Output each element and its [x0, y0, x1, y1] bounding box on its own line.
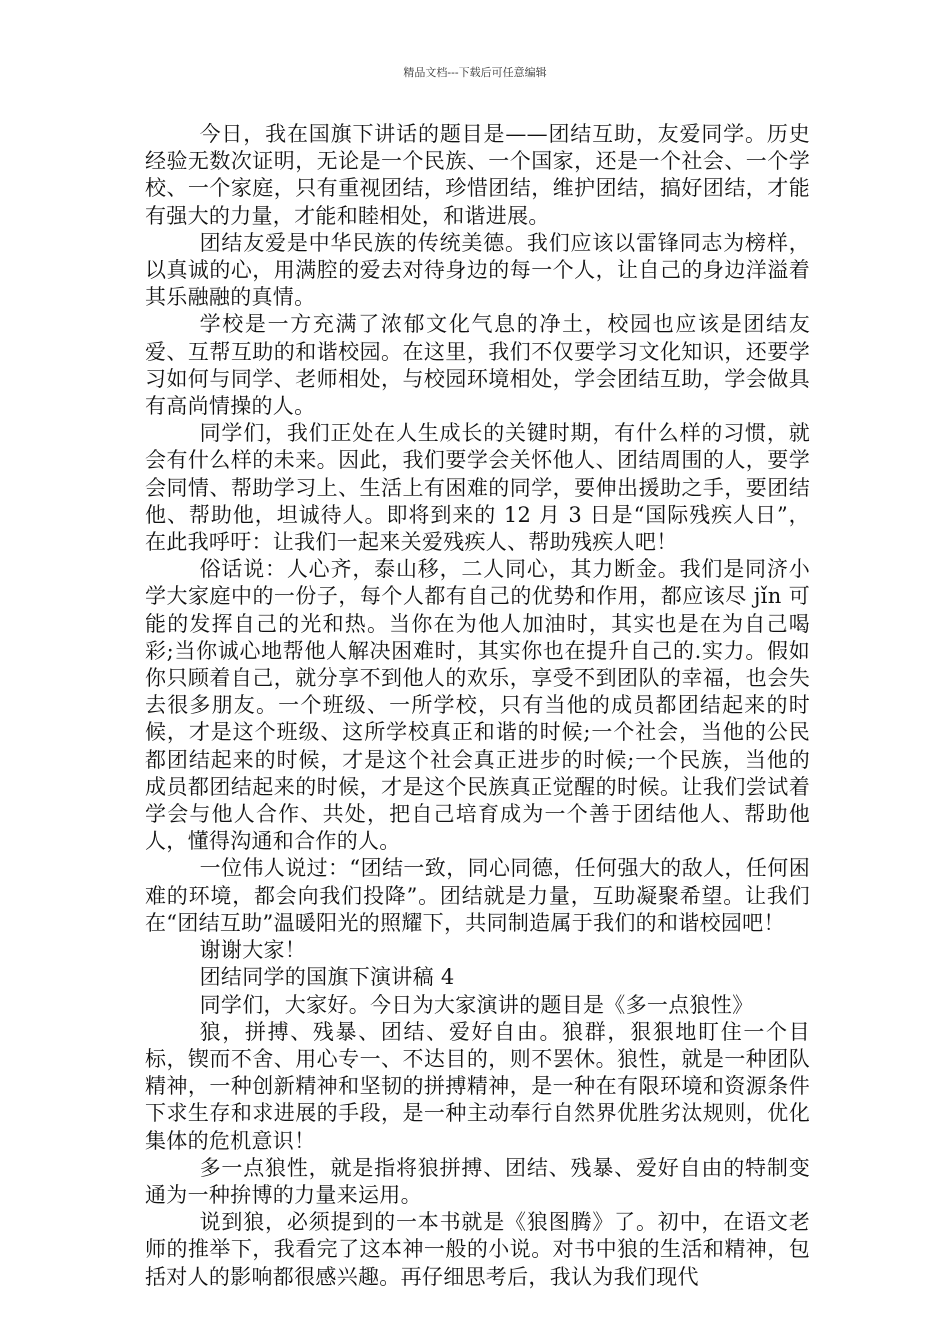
paragraph-6: 一位伟人说过：“团结一致，同心同德，任何强大的敌人，任何困难的环境，都会向我们投降”。团结就是力量，互助凝聚希望。让我们在“团结互助”温暖阳光的照耀下，共同制造属于我们的和谐校园吧！	[145, 856, 810, 935]
paragraph-1: 今日，我在国旗下讲话的题目是——团结互助，友爱同学。历史经验无数次证明，无论是一个民族、一个国家，还是一个社会、一个学校、一个家庭，只有重视团结，珍惜团结，维护团结，搞好团结，才能有强大的力量，才能和睦相处，和谐进展。	[145, 122, 810, 228]
document-header-note: 精品文档---下载后可任意编辑	[403, 66, 547, 79]
paragraph-10: 说到狼，必须提到的一本书就是《狼图腾》了。初中，在语文老师的推举下，我看完了这本神一般的小说。对书中狼的生活和精神，包括对人的影响都很感兴趣。再仔细思考后，我认为我们现代	[145, 1210, 810, 1289]
paragraph-4: 同学们，我们正处在人生成长的关键时期，有什么样的习惯，就会有什么样的未来。因此，我们要学会关怀他人、团结周围的人，要学会同情、帮助学习上、生活上有困难的同学，要伸出援助之手，要团结他、帮助他，坦诚待人。即将到来的 12 月 3 日是“国际残疾人日”，在此我呼吁：让我们一起来关爱残疾人、帮助残疾人吧！	[145, 421, 810, 555]
paragraph-5: 俗话说：人心齐，泰山移，二人同心，其力断金。我们是同济小学大家庭中的一份子，每个人都有自己的优势和作用，都应该尽 jǐn 可能的发挥自己的光和热。当你在为他人加油时，其实也是在为自己喝彩;当你诚心地帮他人解决困难时，其实你也在提升自己的.实力。假如你只顾着自己，就分享不到他人的欢乐，享受不到团队的幸福，也会失去很多朋友。一个班级、一所学校，只有当他的成员都团结起来的时候，才是这个班级、这所学校真正和谐的时候;一个社会，当他的公民都团结起来的时候，才是这个社会真正进步的时候;一个民族，当他的成员都团结起来的时候，才是这个民族真正觉醒的时候。让我们尝试着学会与他人合作、共处，把自己培育成为一个善于团结他人、帮助他人，懂得沟通和合作的人。	[145, 557, 810, 854]
paragraph-9: 多一点狼性，就是指将狼拼搏、团结、残暴、爱好自由的特制变通为一种拚博的力量来运用。	[145, 1155, 810, 1207]
paragraph-2: 团结友爱是中华民族的传统美德。我们应该以雷锋同志为榜样，以真诚的心，用满腔的爱去对待身边的每一个人，让自己的身边洋溢着其乐融融的真情。	[145, 230, 810, 310]
closing-thanks: 谢谢大家！	[199, 938, 307, 963]
section-title: 团结同学的国旗下演讲稿 4	[199, 965, 455, 990]
paragraph-8: 狼，拼搏、残暴、团结、爱好自由。狼群，狠狠地盯住一个目标，锲而不舍、用心专一、不达目的，则不罢休。狼性，就是一种团队精神，一种创新精神和坚韧的拼搏精神，是一种在有限环境和资源条件下求生存和求进展的手段，是一种主动奉行自然界优胜劣汰规则，优化集体的危机意识！	[145, 1019, 810, 1153]
document-body	[145, 121, 810, 1291]
paragraph-7: 同学们，大家好。今日为大家演讲的题目是《多一点狼性》	[199, 992, 754, 1017]
paragraph-3: 学校是一方充满了浓郁文化气息的净土，校园也应该是团结友爱、互帮互助的和谐校园。在这里，我们不仅要学习文化知识，还要学习如何与同学、老师相处，与校园环境相处，学会团结互助，学会做具有高尚情操的人。	[145, 312, 810, 419]
